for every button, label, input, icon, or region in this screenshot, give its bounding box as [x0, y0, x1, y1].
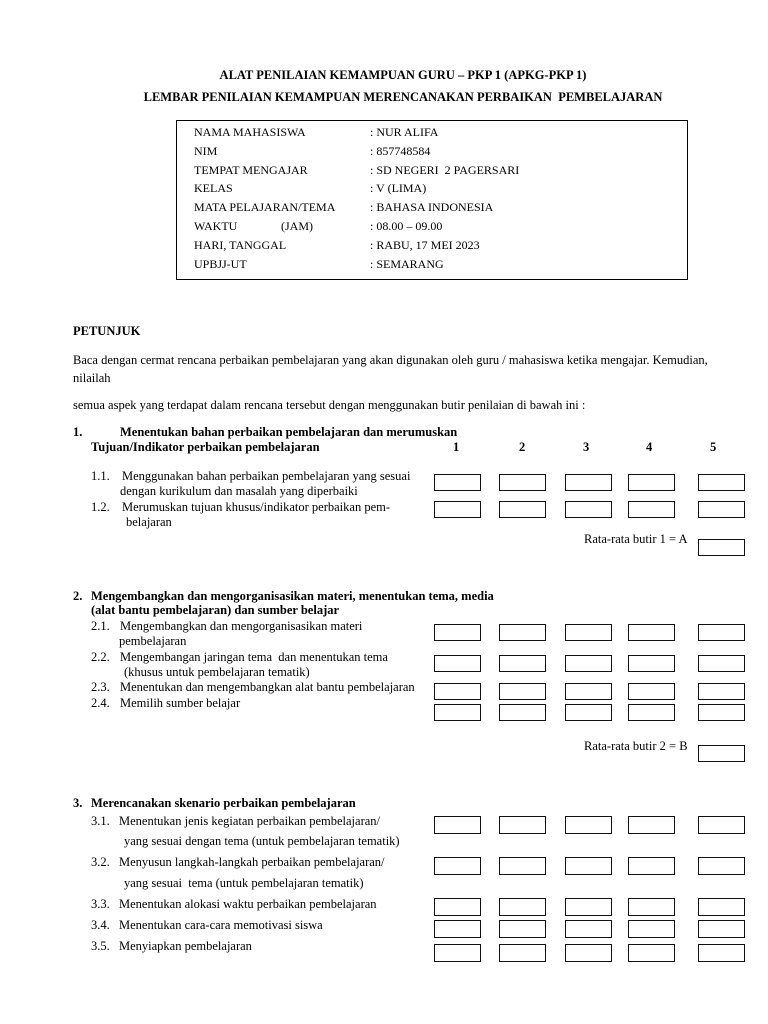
- score-box: [565, 655, 612, 672]
- score-box: [698, 683, 745, 700]
- score-box: [499, 816, 546, 834]
- score-box: [698, 474, 745, 491]
- score-box: [434, 474, 481, 491]
- identity-label-subject: MATA PELAJARAN/TEMA: [194, 200, 336, 214]
- score-box: [565, 501, 612, 518]
- score-box: [434, 683, 481, 700]
- score-box: [628, 857, 675, 875]
- score-box: [628, 474, 675, 491]
- item-number: 3.3.: [91, 897, 110, 911]
- score-box: [499, 704, 546, 721]
- identity-label-time: WAKTU: [194, 219, 238, 233]
- item-number: 2.3.: [91, 680, 110, 694]
- score-box: [698, 816, 745, 834]
- identity-label-date: HARI, TANGGAL: [194, 238, 287, 252]
- item-text: dengan kurikulum dan masalah yang diperbaiki: [120, 484, 358, 498]
- score-box: [628, 704, 675, 721]
- item-number: 2.4.: [91, 696, 110, 710]
- item-text: Mengembangan jaringan tema dan menentukan tema: [120, 650, 388, 664]
- scale-header: 2: [519, 440, 526, 454]
- score-box: [565, 704, 612, 721]
- instructions-paragraph: semua aspek yang terdapat dalam rencana tersebut dengan menggunakan butir penilaian di bawah ini :: [73, 398, 586, 412]
- score-box: [434, 624, 481, 641]
- scale-header: 4: [646, 440, 653, 454]
- identity-value-subject: : BAHASA INDONESIA: [370, 200, 494, 214]
- item-text: yang sesuai dengan tema (untuk pembelajaran tematik): [124, 834, 400, 848]
- item-text: (khusus untuk pembelajaran tematik): [124, 665, 310, 679]
- score-box: [499, 857, 546, 875]
- score-box: [628, 683, 675, 700]
- average-label: Rata-rata butir 1 = A: [584, 532, 688, 546]
- section-heading: (alat bantu pembelajaran) dan sumber belajar: [91, 603, 340, 617]
- identity-box: [176, 120, 688, 280]
- item-number: 3.1.: [91, 814, 110, 828]
- item-text: Menentukan jenis kegiatan perbaikan pembelajaran/: [119, 814, 381, 828]
- identity-value-time: : 08.00 – 09.00: [370, 219, 443, 233]
- score-box: [698, 920, 745, 938]
- item-text: Menentukan dan mengembangkan alat bantu pembelajaran: [120, 680, 415, 694]
- identity-value-date: : RABU, 17 MEI 2023: [370, 238, 480, 252]
- score-box: [434, 704, 481, 721]
- section-heading: Mengembangkan dan mengorganisasikan materi, menentukan tema, media: [91, 589, 494, 603]
- section-number: 3.: [73, 796, 83, 810]
- score-box: [499, 898, 546, 916]
- score-box: [628, 944, 675, 962]
- score-box: [565, 816, 612, 834]
- identity-value-name: : NUR ALIFA: [370, 125, 439, 139]
- item-number: 1.1.: [91, 469, 110, 483]
- score-box: [565, 624, 612, 641]
- item-number: 2.1.: [91, 619, 110, 633]
- identity-value-upbjj: : SEMARANG: [370, 257, 444, 271]
- instructions-heading: PETUNJUK: [73, 324, 141, 338]
- item-text: pembelajaran: [119, 634, 187, 648]
- average-label: Rata-rata butir 2 = B: [584, 739, 688, 753]
- score-box: [628, 501, 675, 518]
- score-box: [434, 920, 481, 938]
- item-number: 1.2.: [91, 500, 110, 514]
- score-box: [628, 920, 675, 938]
- item-text: Mengembangkan dan mengorganisasikan materi: [120, 619, 363, 633]
- identity-label-school: TEMPAT MENGAJAR: [194, 163, 308, 177]
- score-box: [565, 898, 612, 916]
- item-number: 3.5.: [91, 939, 110, 953]
- item-text: yang sesuai tema (untuk pembelajaran tematik): [124, 876, 364, 890]
- section-heading: Tujuan/Indikator perbaikan pembelajaran: [91, 440, 320, 454]
- item-text: Memilih sumber belajar: [120, 696, 241, 710]
- section-heading: Menentukan bahan perbaikan pembelajaran dan merumuskan: [120, 425, 458, 439]
- identity-label-upbjj: UPBJJ-UT: [194, 257, 247, 271]
- section-number: 2.: [73, 589, 83, 603]
- item-text: Menentukan cara-cara memotivasi siswa: [119, 918, 323, 932]
- score-box: [628, 624, 675, 641]
- score-box: [434, 655, 481, 672]
- average-score-box: [698, 745, 745, 762]
- identity-value-school: : SD NEGERI 2 PAGERSARI: [370, 163, 520, 177]
- score-box: [628, 898, 675, 916]
- score-box: [434, 501, 481, 518]
- section-number: 1.: [73, 425, 83, 439]
- instructions-paragraph-line: Baca dengan cermat rencana perbaikan pembelajaran yang akan digunakan oleh guru / mahasiswa ketika mengajar. Kemudian,: [73, 353, 708, 367]
- document-subtitle: LEMBAR PENILAIAN KEMAMPUAN MERENCANAKAN PERBAIKAN PEMBELAJARAN: [143, 90, 663, 104]
- item-number: 3.2.: [91, 855, 110, 869]
- item-text: Menyusun langkah-langkah perbaikan pembelajaran/: [119, 855, 385, 869]
- item-text: Menggunakan bahan perbaikan pembelajaran yang sesuai: [122, 469, 411, 483]
- score-box: [499, 683, 546, 700]
- score-box: [499, 920, 546, 938]
- item-number: 3.4.: [91, 918, 110, 932]
- score-box: [434, 816, 481, 834]
- score-box: [628, 655, 675, 672]
- score-box: [434, 898, 481, 916]
- score-box: [565, 857, 612, 875]
- score-box: [499, 624, 546, 641]
- identity-label-time-unit: (JAM): [281, 219, 313, 233]
- scale-header: 5: [710, 440, 717, 454]
- score-box: [434, 944, 481, 962]
- score-box: [499, 501, 546, 518]
- average-score-box: [698, 539, 745, 556]
- score-box: [565, 683, 612, 700]
- identity-label-name: NAMA MAHASISWA: [194, 125, 306, 139]
- identity-value-nim: : 857748584: [370, 144, 431, 158]
- identity-label-class: KELAS: [194, 181, 233, 195]
- document-title: ALAT PENILAIAN KEMAMPUAN GURU – PKP 1 (APKG-PKP 1): [219, 68, 587, 82]
- score-box: [628, 816, 675, 834]
- score-box: [499, 474, 546, 491]
- item-text: Menyiapkan pembelajaran: [119, 939, 252, 953]
- score-box: [698, 655, 745, 672]
- scale-header: 1: [453, 440, 460, 454]
- score-box: [698, 704, 745, 721]
- score-box: [698, 944, 745, 962]
- scale-header: 3: [583, 440, 590, 454]
- score-box: [434, 857, 481, 875]
- score-box: [698, 857, 745, 875]
- score-box: [698, 898, 745, 916]
- score-box: [698, 501, 745, 518]
- item-text: belajaran: [126, 515, 172, 529]
- score-box: [565, 944, 612, 962]
- item-number: 2.2.: [91, 650, 110, 664]
- section-heading: Merencanakan skenario perbaikan pembelajaran: [91, 796, 356, 810]
- score-box: [499, 944, 546, 962]
- item-text: Menentukan alokasi waktu perbaikan pembelajaran: [119, 897, 377, 911]
- score-box: [499, 655, 546, 672]
- item-text: Merumuskan tujuan khusus/indikator perbaikan pem-: [122, 500, 390, 514]
- identity-label-nim: NIM: [194, 144, 218, 158]
- identity-value-class: : V (LIMA): [370, 181, 427, 195]
- score-box: [565, 920, 612, 938]
- score-box: [698, 624, 745, 641]
- score-box: [565, 474, 612, 491]
- instructions-paragraph-line: nilailah: [73, 371, 111, 385]
